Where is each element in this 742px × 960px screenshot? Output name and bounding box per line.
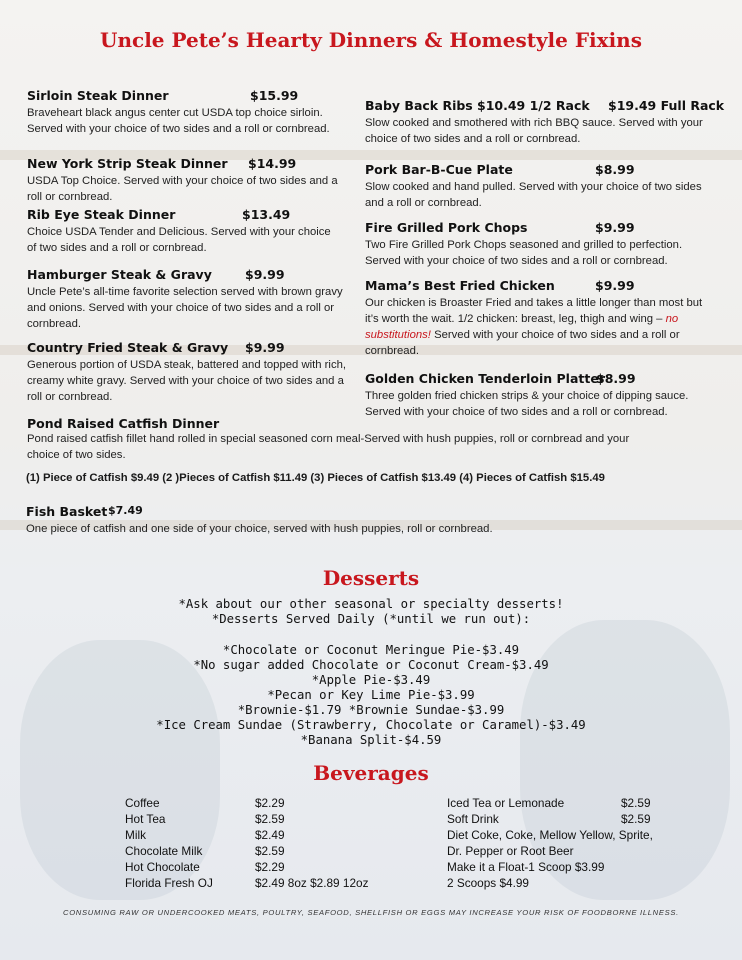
description-text: Our chicken is Broaster Fried and takes a little longer than most but it’s worth the wait. 1/2 chicken: breast, leg, thigh and wing – (365, 297, 703, 325)
item-description: Three golden fried chicken strips & your choice of dipping sauce. Served with your choice of two sides and a roll or cornbread. (365, 390, 689, 418)
beverage-price: $2.49 (255, 828, 285, 842)
beverage-row (125, 875, 385, 891)
item-price: $13.49 (242, 207, 291, 222)
dessert-note: *Desserts Served Daily (*until we run out): (211, 612, 531, 626)
no-substitutions-note: no substitutions! (365, 313, 679, 341)
beverage-name: Iced Tea or Lemonade (447, 796, 565, 810)
beverage-row (125, 811, 385, 827)
item-price: $9.99 (595, 220, 635, 235)
beverage-name: Soft Drink (447, 812, 499, 826)
beverage-name: 2 Scoops $4.99 (447, 876, 529, 890)
item-description: One piece of catfish and one side of your choice, served with hush puppies, roll or cornbread. (26, 523, 493, 535)
beverage-name: Chocolate Milk (125, 844, 203, 858)
menu-item-catfish-dinner (27, 416, 647, 463)
item-name: Pond Raised Catfish Dinner (27, 416, 220, 431)
menu-item-fried-chicken (365, 278, 715, 359)
beverage-row (447, 811, 707, 827)
beverage-name: Diet Coke, Coke, Mellow Yellow, Sprite, (447, 828, 653, 842)
menu-item-country-fried-steak (27, 340, 352, 405)
item-name: Fish Basket (26, 504, 108, 519)
beverage-row (125, 859, 385, 875)
item-name: Rib Eye Steak Dinner (27, 207, 176, 222)
item-description: Uncle Pete’s all-time favorite selection served with brown gravy and onions. Served with your choice of two sides and a roll or cornbread. (27, 286, 343, 330)
dessert-item: *Ice Cream Sundae (Strawberry, Chocolate or Caramel)-$3.49 (156, 718, 586, 732)
item-price: $7.49 (108, 504, 143, 517)
item-name: Country Fried Steak & Gravy (27, 340, 229, 355)
dessert-item: *Apple Pie-$3.49 (311, 673, 431, 687)
beverage-price: $2.59 (621, 812, 651, 826)
item-price: $15.99 (250, 88, 299, 103)
dessert-item: *Pecan or Key Lime Pie-$3.99 (267, 688, 475, 702)
dessert-item: *Chocolate or Coconut Meringue Pie-$3.49 (222, 643, 520, 657)
item-price: $9.99 (245, 267, 285, 282)
item-name: Pork Bar-B-Cue Plate (365, 162, 513, 177)
item-price: $14.99 (248, 156, 297, 171)
item-name: Baby Back Ribs (365, 98, 473, 113)
beverage-row (125, 843, 385, 859)
beverage-row (447, 795, 707, 811)
item-name: New York Strip Steak Dinner (27, 156, 228, 171)
item-description: Two Fire Grilled Pork Chops seasoned and grilled to perfection. Served with your choice of two sides and a roll or cornbread. (365, 239, 683, 267)
beverage-row (447, 843, 707, 859)
item-description: USDA Top Choice. Served with your choice of two sides and a roll or cornbread. (27, 175, 338, 203)
beverages-heading: Beverages (313, 761, 429, 785)
beverage-row (125, 827, 385, 843)
menu-item-baby-back-ribs (365, 98, 725, 147)
item-name: Fire Grilled Pork Chops (365, 220, 528, 235)
beverage-name: Coffee (125, 796, 160, 810)
item-price: $8.99 (595, 162, 635, 177)
beverage-name: Florida Fresh OJ (125, 876, 213, 890)
menu-item-pork-chops (365, 220, 715, 269)
item-price: $8.99 (596, 371, 636, 386)
desserts-heading: Desserts (322, 566, 420, 590)
catfish-prices: (1) Piece of Catfish $9.49 (2 )Pieces of Catfish $11.49 (3) Pieces of Catfish $13.49 (4) Pieces of Catfish $15.49 (26, 472, 605, 484)
item-price: $9.99 (595, 278, 635, 293)
item-description: Pond raised catfish fillet hand rolled in special seasoned corn meal-Served with hush puppies, roll or cornbread and your choice of two sides. (27, 433, 630, 461)
beverage-name: Make it a Float-1 Scoop $3.99 (447, 860, 605, 874)
beverage-row (447, 875, 707, 891)
beverage-price: $2.29 (255, 796, 285, 810)
beverage-name: Milk (125, 828, 146, 842)
beverage-price: $2.59 (255, 844, 285, 858)
item-price-full: $19.49 Full Rack (608, 98, 725, 113)
item-name: Hamburger Steak & Gravy (27, 267, 212, 282)
dessert-item: *Brownie-$1.79 *Brownie Sundae-$3.99 (237, 703, 505, 717)
menu-item-rib-eye (27, 207, 332, 256)
item-description (365, 295, 715, 359)
item-description: Braveheart black angus center cut USDA top choice sirloin. Served with your choice of two sides and a roll or cornbread. (27, 107, 330, 135)
menu-item-chicken-tenderloin (365, 371, 710, 420)
item-price: $10.49 1/2 Rack (477, 98, 590, 113)
beverages-right-list (447, 795, 707, 891)
beverage-price: $2.59 (255, 812, 285, 826)
beverage-name: Hot Chocolate (125, 860, 200, 874)
beverage-row (447, 859, 707, 875)
item-description: Generous portion of USDA steak, battered and topped with rich, creamy white gravy. Served with your choice of two sides and a roll or cornbread. (27, 359, 347, 403)
page-title: Uncle Pete’s Hearty Dinners & Homestyle Fixins (100, 28, 642, 52)
beverage-price: $2.29 (255, 860, 285, 874)
menu-item-sirloin (27, 88, 345, 137)
beverage-row (125, 795, 385, 811)
menu-item-new-york-strip (27, 156, 345, 205)
menu-item-hamburger-steak (27, 267, 355, 332)
dessert-note: *Ask about our other seasonal or specialty desserts! (178, 597, 564, 611)
desserts-list (0, 597, 742, 748)
beverage-row (447, 827, 707, 843)
beverage-price: $2.49 8oz $2.89 12oz (255, 876, 369, 890)
dessert-item: *No sugar added Chocolate or Coconut Cream-$3.49 (193, 658, 549, 672)
item-description: Slow cooked and hand pulled. Served with your choice of two sides and a roll or cornbread. (365, 181, 702, 209)
item-description: Choice USDA Tender and Delicious. Served with your choice of two sides and a roll or cornbread. (27, 226, 331, 254)
item-name: Sirloin Steak Dinner (27, 88, 169, 103)
menu-item-fish-basket (26, 504, 586, 537)
item-name: Mama’s Best Fried Chicken (365, 278, 555, 293)
menu-item-pork-bbq (365, 162, 710, 211)
item-name: Golden Chicken Tenderloin Platter (365, 371, 605, 386)
dessert-item: *Banana Split-$4.59 (300, 733, 442, 747)
beverage-price: $2.59 (621, 796, 651, 810)
food-safety-disclaimer: CONSUMING RAW OR UNDERCOOKED MEATS, POULTRY, SEAFOOD, SHELLFISH OR EGGS MAY INCREASE YOUR RISK OF FOODBORNE ILLNESS. (63, 908, 679, 917)
description-text: Served with your choice of two sides and a roll or cornbread. (365, 329, 680, 357)
beverage-name: Dr. Pepper or Root Beer (447, 844, 574, 858)
item-description: Slow cooked and smothered with rich BBQ sauce. Served with your choice of two sides and a roll or cornbread. (365, 117, 703, 145)
beverages-left-list (125, 795, 385, 891)
item-price: $9.99 (245, 340, 285, 355)
beverage-name: Hot Tea (125, 812, 166, 826)
